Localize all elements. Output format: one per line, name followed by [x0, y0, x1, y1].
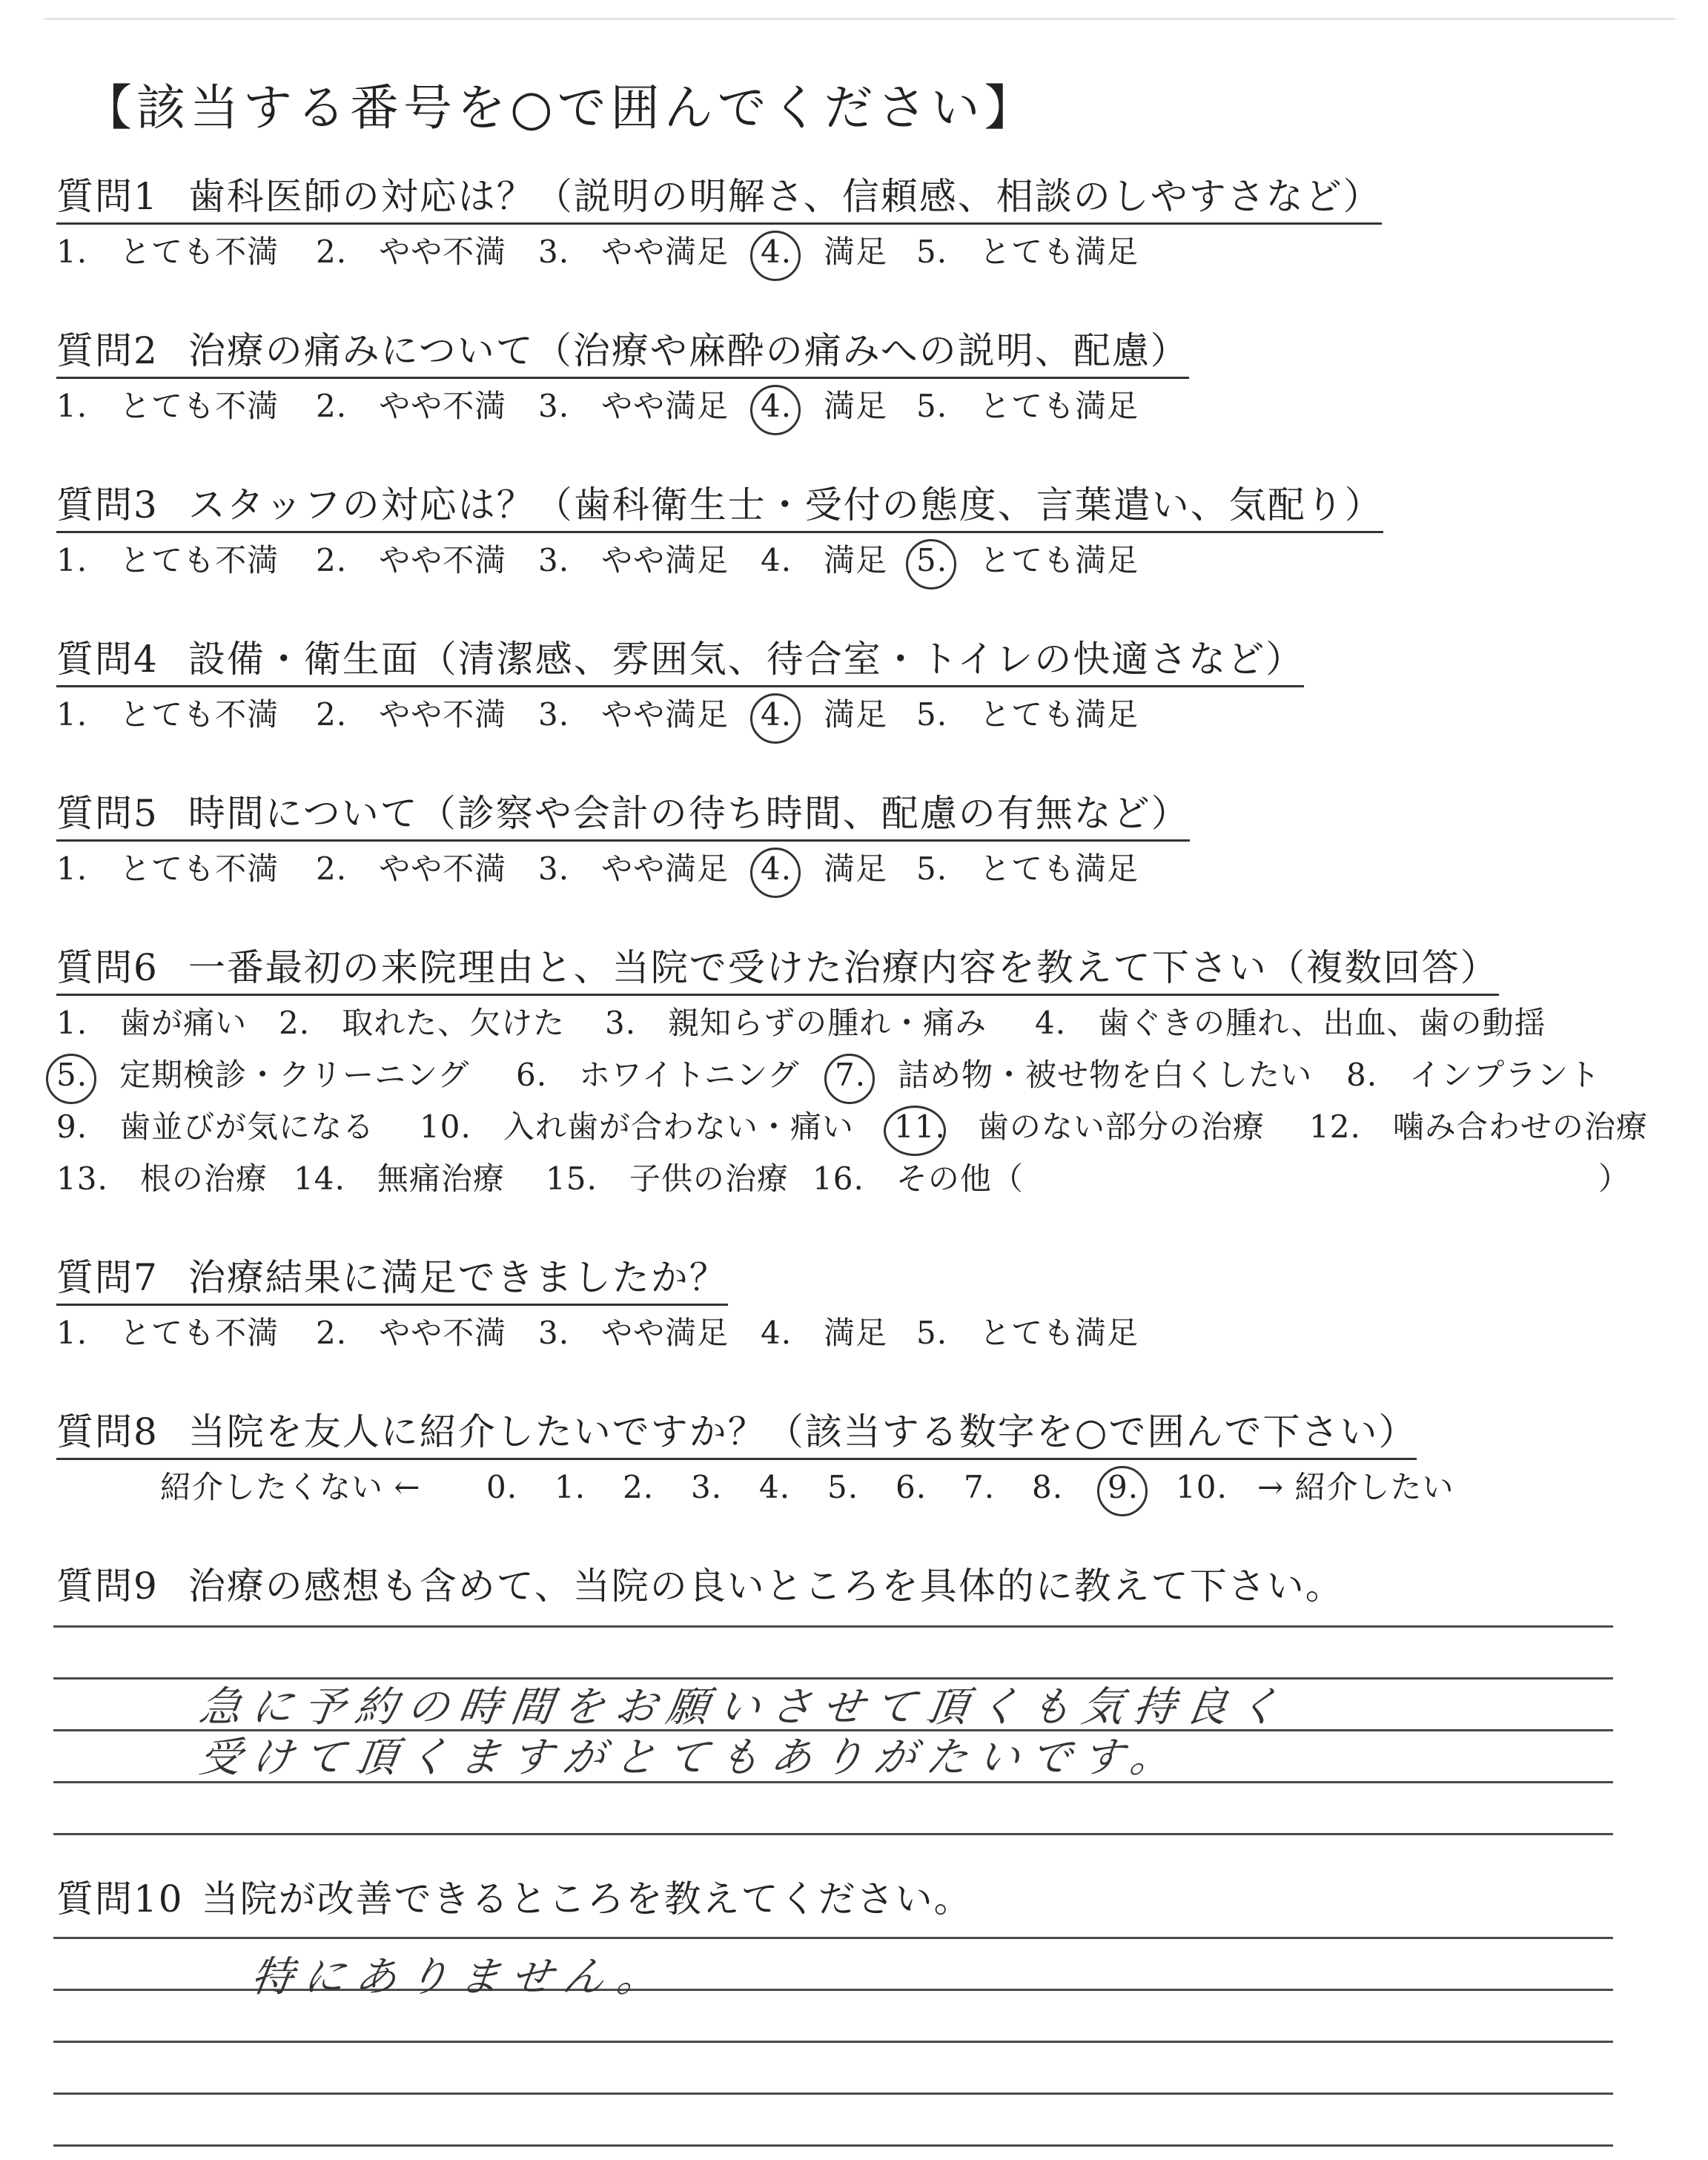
- answer-line: [53, 2093, 1613, 2095]
- q6-option-14[interactable]: 14. 無痛治療: [294, 1160, 505, 1197]
- question-number: 質問9: [56, 1565, 159, 1608]
- question-number: 質問4: [56, 638, 159, 681]
- option-5[interactable]: 5. とても満足: [916, 851, 1139, 887]
- selection-circle: 9.: [1108, 1469, 1139, 1505]
- option-1[interactable]: 1. とても不満: [56, 388, 279, 424]
- option-5[interactable]: 5. とても満足: [916, 1315, 1139, 1351]
- question-text: 時間について（診察や会計の待ち時間、配慮の有無など）: [188, 792, 1190, 835]
- question-text: 設備・衛生面（清潔感、雰囲気、待合室・トイレの快適さなど）: [188, 638, 1305, 681]
- selection-circle: 5.: [56, 1057, 88, 1093]
- option-1[interactable]: 1. とても不満: [56, 696, 279, 733]
- option-4[interactable]: 4. 満足: [761, 1315, 888, 1351]
- question-number: 質問6: [56, 946, 159, 989]
- selection-circle: 5.: [916, 542, 948, 578]
- option-5[interactable]: 5. とても満足: [916, 388, 1139, 424]
- option-3[interactable]: 3. やや満足: [538, 851, 729, 887]
- option-3[interactable]: 3. やや満足: [538, 388, 729, 424]
- option-1[interactable]: 1. とても不満: [56, 1315, 279, 1351]
- q6-option-9[interactable]: 9. 歯並びが気になる: [56, 1109, 375, 1145]
- option-4-selected[interactable]: 4. 満足: [761, 696, 888, 733]
- option-3[interactable]: 3. やや満足: [538, 234, 729, 270]
- q6-option-12[interactable]: 12. 噛み合わせの治療: [1309, 1109, 1648, 1145]
- q6-option-10[interactable]: 10. 入れ歯が合わない・痛い: [420, 1109, 854, 1145]
- option-4-selected[interactable]: 4. 満足: [761, 388, 888, 424]
- scale-3[interactable]: 3.: [691, 1469, 723, 1505]
- question-5-title: [56, 789, 1190, 842]
- scale-1[interactable]: 1.: [555, 1469, 586, 1505]
- option-1[interactable]: 1. とても不満: [56, 851, 279, 887]
- question-text: 治療結果に満足できましたか？: [188, 1256, 728, 1299]
- question-text: 治療の痛みについて（治療や麻酔の痛みへの説明、配慮）: [188, 329, 1189, 372]
- option-5[interactable]: 5. とても満足: [916, 696, 1139, 733]
- question-number: 質問7: [56, 1256, 159, 1299]
- question-number: 質問1: [56, 175, 159, 218]
- question-number: 質問3: [56, 483, 159, 526]
- option-2[interactable]: 2. やや不満: [316, 234, 507, 270]
- q6-option-2[interactable]: 2. 取れた、欠けた: [279, 1005, 566, 1041]
- q6-option-16[interactable]: 16. その他（: [812, 1160, 1024, 1197]
- question-text: 当院を友人に紹介したいですか？（該当する数字を○で囲んで下さい）: [188, 1410, 1417, 1453]
- selection-circle: 4.: [761, 388, 792, 424]
- selection-circle: 7.: [835, 1057, 867, 1093]
- scale-4[interactable]: 4.: [759, 1469, 791, 1505]
- question-text: スタッフの対応は？（歯科衛生士・受付の態度、言葉遣い、気配り）: [188, 483, 1383, 526]
- question-number: 質問5: [56, 792, 159, 835]
- q6-option-8[interactable]: 8. インプラント: [1346, 1057, 1601, 1093]
- option-4-selected[interactable]: 4. 満足: [761, 234, 888, 270]
- option-4-selected[interactable]: 4. 満足: [761, 851, 888, 887]
- option-1[interactable]: 1. とても不満: [56, 234, 279, 270]
- q6-option-16-close-paren: ）: [1598, 1160, 1631, 1197]
- option-3[interactable]: 3. やや満足: [538, 696, 729, 733]
- question-number: 質問8: [56, 1410, 159, 1453]
- q6-option-13[interactable]: 13. 根の治療: [56, 1160, 268, 1197]
- question-7-title: [56, 1253, 728, 1306]
- question-1-title: [56, 172, 1382, 225]
- question-text: 一番最初の来院理由と、当院で受けた治療内容を教えて下さい（複数回答）: [188, 946, 1499, 989]
- q6-option-11-selected[interactable]: 11. 歯のない部分の治療: [894, 1109, 1265, 1145]
- q6-option-6[interactable]: 6. ホワイトニング: [516, 1057, 800, 1093]
- option-4[interactable]: 4. 満足: [761, 542, 888, 578]
- option-2[interactable]: 2. やや不満: [316, 696, 507, 733]
- option-2[interactable]: 2. やや不満: [316, 851, 507, 887]
- answer-line: [53, 2144, 1613, 2147]
- scale-7[interactable]: 7.: [964, 1469, 996, 1505]
- option-3[interactable]: 3. やや満足: [538, 542, 729, 578]
- selection-circle: 11.: [894, 1109, 946, 1145]
- question-text: 当院が改善できるところを教えてください。: [201, 1877, 973, 1920]
- option-2[interactable]: 2. やや不満: [316, 388, 507, 424]
- selection-circle: 4.: [761, 696, 792, 733]
- option-2[interactable]: 2. やや不満: [316, 1315, 507, 1351]
- scale-left-label: 紹介したくない ←: [160, 1469, 421, 1505]
- page-top-rule: [44, 18, 1675, 20]
- answer-line: [53, 1937, 1613, 1939]
- question-2-title: [56, 326, 1189, 379]
- question-text: 歯科医師の対応は？（説明の明解さ、信頼感、相談のしやすさなど）: [188, 175, 1382, 218]
- question-4-title: [56, 635, 1304, 687]
- scale-6[interactable]: 6.: [896, 1469, 927, 1505]
- scale-2[interactable]: 2.: [623, 1469, 655, 1505]
- option-2[interactable]: 2. やや不満: [316, 542, 507, 578]
- selection-circle: 4.: [761, 234, 792, 270]
- answer-line: [53, 1833, 1613, 1835]
- option-1[interactable]: 1. とても不満: [56, 542, 279, 578]
- option-3[interactable]: 3. やや満足: [538, 1315, 729, 1351]
- question-10-title: [56, 1875, 973, 1925]
- question-8-title: [56, 1407, 1417, 1460]
- question-3-title: [56, 480, 1383, 533]
- question-6-title: [56, 943, 1499, 996]
- q6-option-5-selected[interactable]: 5. 定期検診・クリーニング: [56, 1057, 470, 1093]
- option-5[interactable]: 5. とても満足: [916, 234, 1139, 270]
- scale-5[interactable]: 5.: [827, 1469, 859, 1505]
- selection-circle: 4.: [761, 851, 792, 887]
- answer-line: [53, 2041, 1613, 2043]
- q6-option-3[interactable]: 3. 親知らずの腫れ・痛み: [605, 1005, 987, 1041]
- q9-handwritten-answer-line-1: 急に予約の時間をお願いさせて頂くも気持良く: [196, 1683, 1293, 1731]
- question-number: 質問10: [56, 1877, 184, 1920]
- q10-handwritten-answer: 特にありません。: [248, 1953, 673, 2001]
- question-text: 治療の感想も含めて、当院の良いところを具体的に教えて下さい。: [188, 1565, 1344, 1608]
- scale-10[interactable]: 10.: [1176, 1469, 1228, 1505]
- scale-8[interactable]: 8.: [1032, 1469, 1064, 1505]
- scale-0[interactable]: 0.: [486, 1469, 518, 1505]
- q6-option-1[interactable]: 1. 歯が痛い: [56, 1005, 248, 1041]
- answer-line: [53, 1625, 1613, 1628]
- option-5-selected[interactable]: 5. とても満足: [916, 542, 1139, 578]
- q6-option-7-selected[interactable]: 7. 詰め物・被せ物を白くしたい: [835, 1057, 1313, 1093]
- scale-right-label: → 紹介したい: [1257, 1469, 1454, 1505]
- question-number: 質問2: [56, 329, 159, 372]
- q6-option-4[interactable]: 4. 歯ぐきの腫れ、出血、歯の動揺: [1035, 1005, 1546, 1041]
- form-instruction-header: 【該当する番号を○で囲んでください】: [83, 79, 1038, 136]
- question-9-title: [56, 1562, 1344, 1612]
- q6-option-15[interactable]: 15. 子供の治療: [546, 1160, 789, 1197]
- q9-handwritten-answer-line-2: 受けて頂くますがとてもありがたいです。: [196, 1734, 1186, 1782]
- scale-9-selected[interactable]: [1108, 1465, 1139, 1510]
